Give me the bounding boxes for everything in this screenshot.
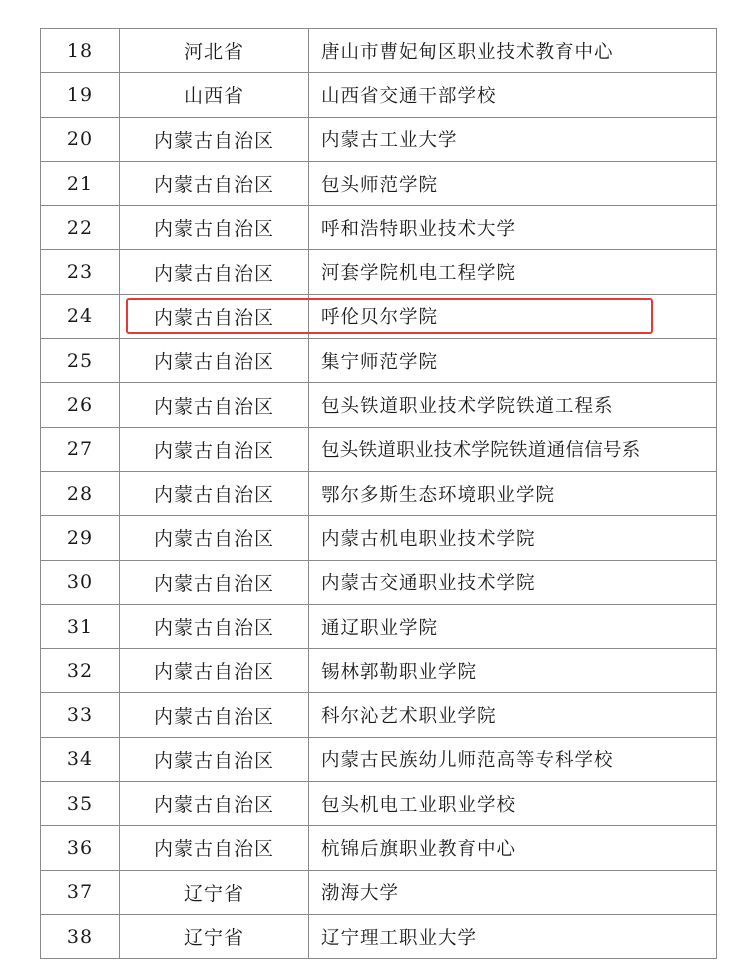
province-cell: 内蒙古自治区 xyxy=(120,427,309,471)
table-row xyxy=(41,161,717,205)
table-row xyxy=(41,516,717,560)
province-cell: 内蒙古自治区 xyxy=(120,737,309,781)
row-number-cell: 24 xyxy=(41,294,120,338)
province-cell: 辽宁省 xyxy=(120,914,309,958)
row-number-cell: 31 xyxy=(41,604,120,648)
table-body xyxy=(41,29,717,959)
row-number-cell: 23 xyxy=(41,250,120,294)
province-cell: 内蒙古自治区 xyxy=(120,294,309,338)
institution-name-cell: 河套学院机电工程学院 xyxy=(309,250,717,294)
row-number-cell: 20 xyxy=(41,117,120,161)
table-row xyxy=(41,73,717,117)
province-cell: 内蒙古自治区 xyxy=(120,649,309,693)
row-number-cell: 25 xyxy=(41,339,120,383)
province-cell: 内蒙古自治区 xyxy=(120,471,309,515)
institution-name-cell: 包头铁道职业技术学院铁道通信信号系 xyxy=(309,427,717,471)
institution-name-cell: 科尔沁艺术职业学院 xyxy=(309,693,717,737)
table-row xyxy=(41,471,717,515)
row-number-cell: 34 xyxy=(41,737,120,781)
institution-name-cell: 内蒙古机电职业技术学院 xyxy=(309,516,717,560)
institution-name-cell: 鄂尔多斯生态环境职业学院 xyxy=(309,471,717,515)
institution-name-cell: 渤海大学 xyxy=(309,870,717,914)
province-cell: 内蒙古自治区 xyxy=(120,383,309,427)
institution-name-cell: 锡林郭勒职业学院 xyxy=(309,649,717,693)
province-cell: 内蒙古自治区 xyxy=(120,604,309,648)
province-cell: 内蒙古自治区 xyxy=(120,782,309,826)
institution-name-cell: 辽宁理工职业大学 xyxy=(309,914,717,958)
table-row-highlighted xyxy=(41,294,717,338)
row-number-cell: 28 xyxy=(41,471,120,515)
institution-name-cell: 内蒙古交通职业技术学院 xyxy=(309,560,717,604)
row-number-cell: 18 xyxy=(41,29,120,73)
table-row xyxy=(41,604,717,648)
province-cell: 内蒙古自治区 xyxy=(120,560,309,604)
row-number-cell: 32 xyxy=(41,649,120,693)
table-row xyxy=(41,560,717,604)
table-row xyxy=(41,206,717,250)
row-number-cell: 27 xyxy=(41,427,120,471)
province-cell: 内蒙古自治区 xyxy=(120,693,309,737)
row-number-cell: 19 xyxy=(41,73,120,117)
row-number-cell: 22 xyxy=(41,206,120,250)
province-cell: 内蒙古自治区 xyxy=(120,826,309,870)
institution-name-cell: 呼伦贝尔学院 xyxy=(309,294,717,338)
table-row xyxy=(41,826,717,870)
institution-table xyxy=(40,28,717,959)
institution-name-cell: 包头机电工业职业学校 xyxy=(309,782,717,826)
institution-name-cell: 通辽职业学院 xyxy=(309,604,717,648)
institution-name-cell: 唐山市曹妃甸区职业技术教育中心 xyxy=(309,29,717,73)
table-row xyxy=(41,117,717,161)
province-cell: 山西省 xyxy=(120,73,309,117)
province-cell: 河北省 xyxy=(120,29,309,73)
table-row xyxy=(41,870,717,914)
table-row xyxy=(41,427,717,471)
institution-name-cell: 内蒙古工业大学 xyxy=(309,117,717,161)
table-row xyxy=(41,782,717,826)
institution-name-cell: 内蒙古民族幼儿师范高等专科学校 xyxy=(309,737,717,781)
row-number-cell: 37 xyxy=(41,870,120,914)
institution-name-cell: 包头铁道职业技术学院铁道工程系 xyxy=(309,383,717,427)
province-cell: 内蒙古自治区 xyxy=(120,516,309,560)
table-row xyxy=(41,693,717,737)
row-number-cell: 36 xyxy=(41,826,120,870)
institution-name-cell: 山西省交通干部学校 xyxy=(309,73,717,117)
row-number-cell: 35 xyxy=(41,782,120,826)
table-row xyxy=(41,737,717,781)
institution-name-cell: 杭锦后旗职业教育中心 xyxy=(309,826,717,870)
table-row xyxy=(41,250,717,294)
province-cell: 内蒙古自治区 xyxy=(120,206,309,250)
institution-name-cell: 集宁师范学院 xyxy=(309,339,717,383)
row-number-cell: 33 xyxy=(41,693,120,737)
province-cell: 内蒙古自治区 xyxy=(120,117,309,161)
row-number-cell: 30 xyxy=(41,560,120,604)
province-cell: 内蒙古自治区 xyxy=(120,339,309,383)
institution-name-cell: 呼和浩特职业技术大学 xyxy=(309,206,717,250)
table-row xyxy=(41,29,717,73)
province-cell: 内蒙古自治区 xyxy=(120,250,309,294)
row-number-cell: 26 xyxy=(41,383,120,427)
table-row xyxy=(41,649,717,693)
province-cell: 辽宁省 xyxy=(120,870,309,914)
table-row xyxy=(41,339,717,383)
table-row xyxy=(41,914,717,958)
row-number-cell: 38 xyxy=(41,914,120,958)
row-number-cell: 21 xyxy=(41,161,120,205)
row-number-cell: 29 xyxy=(41,516,120,560)
province-cell: 内蒙古自治区 xyxy=(120,161,309,205)
institution-name-cell: 包头师范学院 xyxy=(309,161,717,205)
table-row xyxy=(41,383,717,427)
